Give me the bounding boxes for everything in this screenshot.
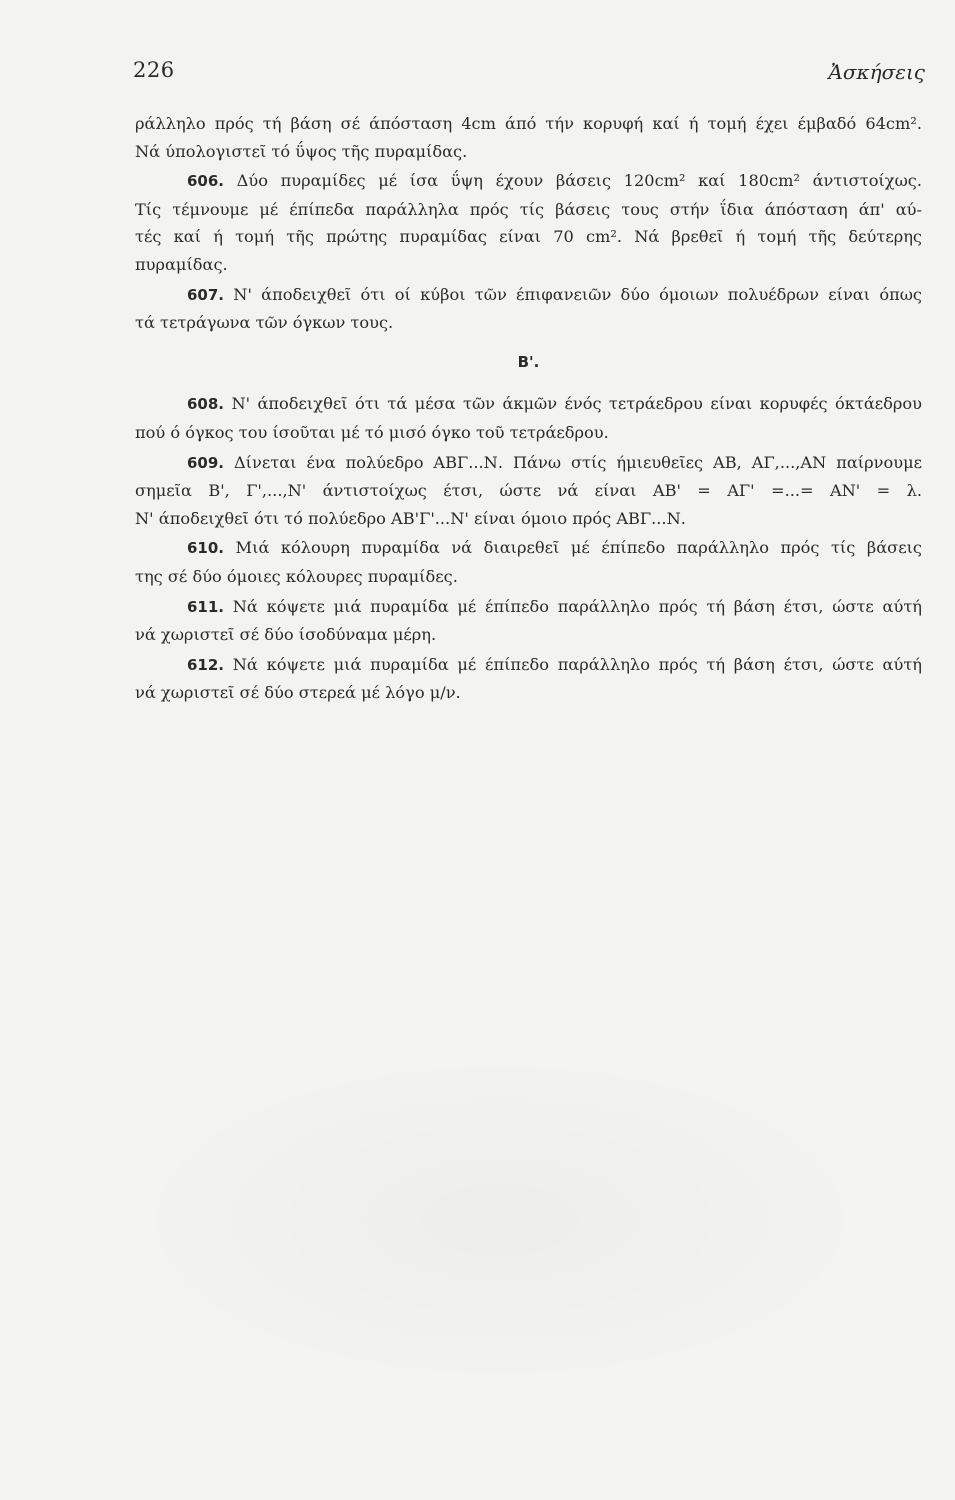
- text-line: νά χωριστεῖ σέ δύο στερεά μέ λόγο μ/ν.: [135, 683, 461, 703]
- problem-text: Νά κόψετε μιά πυραμίδα μέ έπίπεδο παράλληλο πρός τή βάση έτσι, ώστε αύτή: [232, 596, 922, 616]
- problem-number: 607.: [187, 285, 225, 304]
- problem-number: 611.: [187, 597, 225, 616]
- text-line: Νά ύπολογιστεῖ τό ΰψος τῆς πυραμίδας.: [135, 141, 468, 161]
- text-line: [135, 281, 922, 310]
- problem-text: Δύο πυραμίδες μέ ίσα ΰψη έχουν βάσεις 120cm² καί 180cm² άντιστοίχως.: [236, 171, 923, 191]
- text-line: [135, 390, 922, 419]
- running-head: Ἀσκήσεις: [828, 60, 925, 84]
- problem-number: 612.: [187, 655, 225, 674]
- problem-608: [135, 390, 922, 446]
- text-line: πυραμίδας.: [135, 254, 228, 274]
- text-line: νά χωριστεῖ σέ δύο ίσοδύναμα μέρη.: [135, 625, 437, 645]
- text-line: τές καί ή τομή τῆς πρώτης πυραμίδας είναι 70 cm². Νά βρεθεῖ ή τομή τῆς δεύτερης: [135, 227, 922, 247]
- problem-text: Ν' άποδειχθεῖ ότι οί κύβοι τῶν έπιφανειῶν δύο όμοιων πολυέδρων είναι όπως: [233, 284, 922, 304]
- text-line: Ν' άποδειχθεῖ ότι τό πολύεδρο ΑΒ'Γ'...Ν' είναι όμοιο πρός ΑΒΓ...Ν.: [135, 508, 686, 528]
- problem-611: [135, 593, 922, 649]
- text-line: ράλληλο πρός τή βάση σέ άπόσταση 4cm άπό τήν κορυφή καί ή τομή έχει έμβαδό 64cm².: [135, 114, 922, 133]
- page-body: [135, 108, 922, 707]
- text-line: [135, 167, 922, 196]
- problem-text: Δίνεται ένα πολύεδρο ΑΒΓ...Ν. Πάνω στίς ήμιευθεῖες ΑΒ, ΑΓ,...,ΑΝ παίρνουμε: [233, 452, 922, 472]
- problem-text: Νά κόψετε μιά πυραμίδα μέ έπίπεδο παράλληλο πρός τή βάση έτσι, ώστε αύτή: [232, 654, 922, 674]
- problem-610: [135, 534, 922, 590]
- text-line: [135, 449, 922, 478]
- problem-607: [135, 281, 922, 337]
- text-line: σημεῖα Β', Γ',...,Ν' άντιστοίχως έτσι, ώστε νά είναι ΑΒ' = ΑΓ' =...= ΑΝ' = λ.: [135, 481, 922, 501]
- problem-number: 606.: [187, 172, 225, 191]
- problem-number: 609.: [187, 453, 225, 472]
- text-line: τά τετράγωνα τῶν όγκων τους.: [135, 313, 394, 333]
- problem-number: 610.: [187, 539, 225, 558]
- problem-612: [135, 651, 922, 707]
- problem-continuation: [135, 110, 922, 165]
- text-line: [135, 534, 922, 563]
- section-heading: Β'.: [517, 352, 540, 371]
- problem-number: 608.: [187, 395, 225, 414]
- problem-text: Ν' άποδειχθεῖ ότι τά μέσα τῶν άκμῶν ένός τετράεδρου είναι κορυφές όκτάεδρου: [231, 394, 922, 414]
- text-line: [135, 651, 922, 680]
- text-line: της σέ δύο όμοιες κόλουρες πυραμίδες.: [135, 566, 458, 586]
- text-line: Τίς τέμνουμε μέ έπίπεδα παράλληλα πρός τίς βάσεις τους στήν ΐδια άπόσταση άπ' αύ-: [135, 199, 922, 219]
- problem-606: [135, 167, 922, 278]
- page-number: 226: [133, 58, 175, 82]
- problem-text: Μιά κόλουρη πυραμίδα νά διαιρεθεῖ μέ έπίπεδο παράλληλο πρός τίς βάσεις: [235, 538, 922, 558]
- problem-609: [135, 449, 922, 533]
- text-line: πού ό όγκος του ίσοῦται μέ τό μισό όγκο τοῦ τετράεδρου.: [135, 422, 609, 442]
- bleed-through-shadow: [120, 1050, 880, 1390]
- text-line: [135, 593, 922, 622]
